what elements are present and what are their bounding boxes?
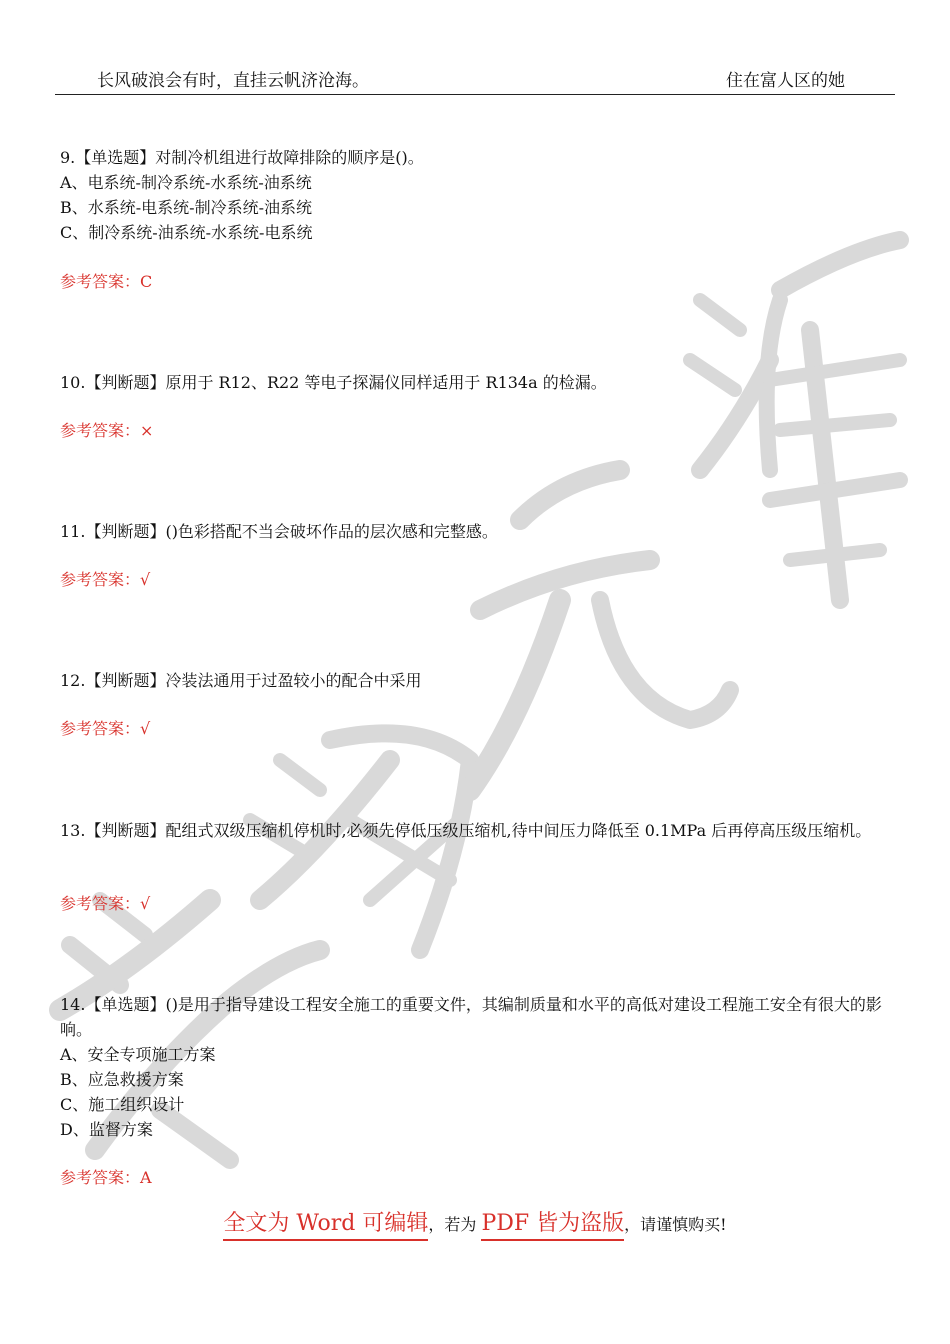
option-c: C、制冷系统-油系统-水系统-电系统 bbox=[60, 223, 313, 242]
question-stem: 9.【单选题】对制冷机组进行故障排除的顺序是()。 bbox=[60, 148, 424, 167]
footer-text-caution: ，请谨慎购买! bbox=[624, 1215, 727, 1234]
answer-10: 参考答案：× bbox=[60, 421, 154, 440]
answer-14: 参考答案：A bbox=[60, 1168, 152, 1187]
header-motto: 长风破浪会有时，直挂云帆济沧海。 bbox=[97, 71, 369, 91]
question-stem: 13.【判断题】配组式双级压缩机停机时,必须先停低压级压缩机,待中间压力降低至 0.1MPa 后再停高压级压缩机。 bbox=[60, 821, 872, 840]
answer-9: 参考答案：C bbox=[60, 272, 153, 291]
question-stem: 10.【判断题】原用于 R12、R22 等电子探漏仪同样适用于 R134a 的检漏。 bbox=[60, 373, 607, 392]
answer-11: 参考答案：√ bbox=[60, 570, 151, 589]
option-b: B、水系统-电系统-制冷系统-油系统 bbox=[60, 198, 312, 217]
footer-text-ruo: ，若为 bbox=[428, 1215, 477, 1234]
footer-notice bbox=[0, 1206, 950, 1241]
question-14 bbox=[60, 992, 895, 1142]
question-stem: 12.【判断题】冷装法通用于过盈较小的配合中采用 bbox=[60, 671, 422, 690]
question-11 bbox=[60, 519, 895, 544]
page-header bbox=[55, 66, 895, 95]
question-stem: 14.【单选题】()是用于指导建设工程安全施工的重要文件，其编制质量和水平的高低对建设工程施工安全有很大的影响。 bbox=[60, 995, 882, 1039]
question-stem: 11.【判断题】()色彩搭配不当会破坏作品的层次感和完整感。 bbox=[60, 522, 498, 541]
question-9 bbox=[60, 145, 895, 245]
footer-word-editable: 全文为 Word 可编辑 bbox=[223, 1206, 428, 1241]
question-10 bbox=[60, 370, 895, 395]
option-a: A、电系统-制冷系统-水系统-油系统 bbox=[60, 173, 312, 192]
header-author: 住在富人区的她 bbox=[726, 71, 845, 91]
answer-12: 参考答案：√ bbox=[60, 719, 151, 738]
option-c: C、施工组织设计 bbox=[60, 1095, 185, 1114]
option-b: B、应急救援方案 bbox=[60, 1070, 184, 1089]
answer-13: 参考答案：√ bbox=[60, 894, 151, 913]
footer-pdf-pirated: PDF 皆为盗版 bbox=[481, 1206, 624, 1241]
option-a: A、安全专项施工方案 bbox=[60, 1045, 216, 1064]
question-12 bbox=[60, 668, 895, 693]
option-d: D、监督方案 bbox=[60, 1120, 153, 1139]
question-13 bbox=[60, 818, 895, 843]
